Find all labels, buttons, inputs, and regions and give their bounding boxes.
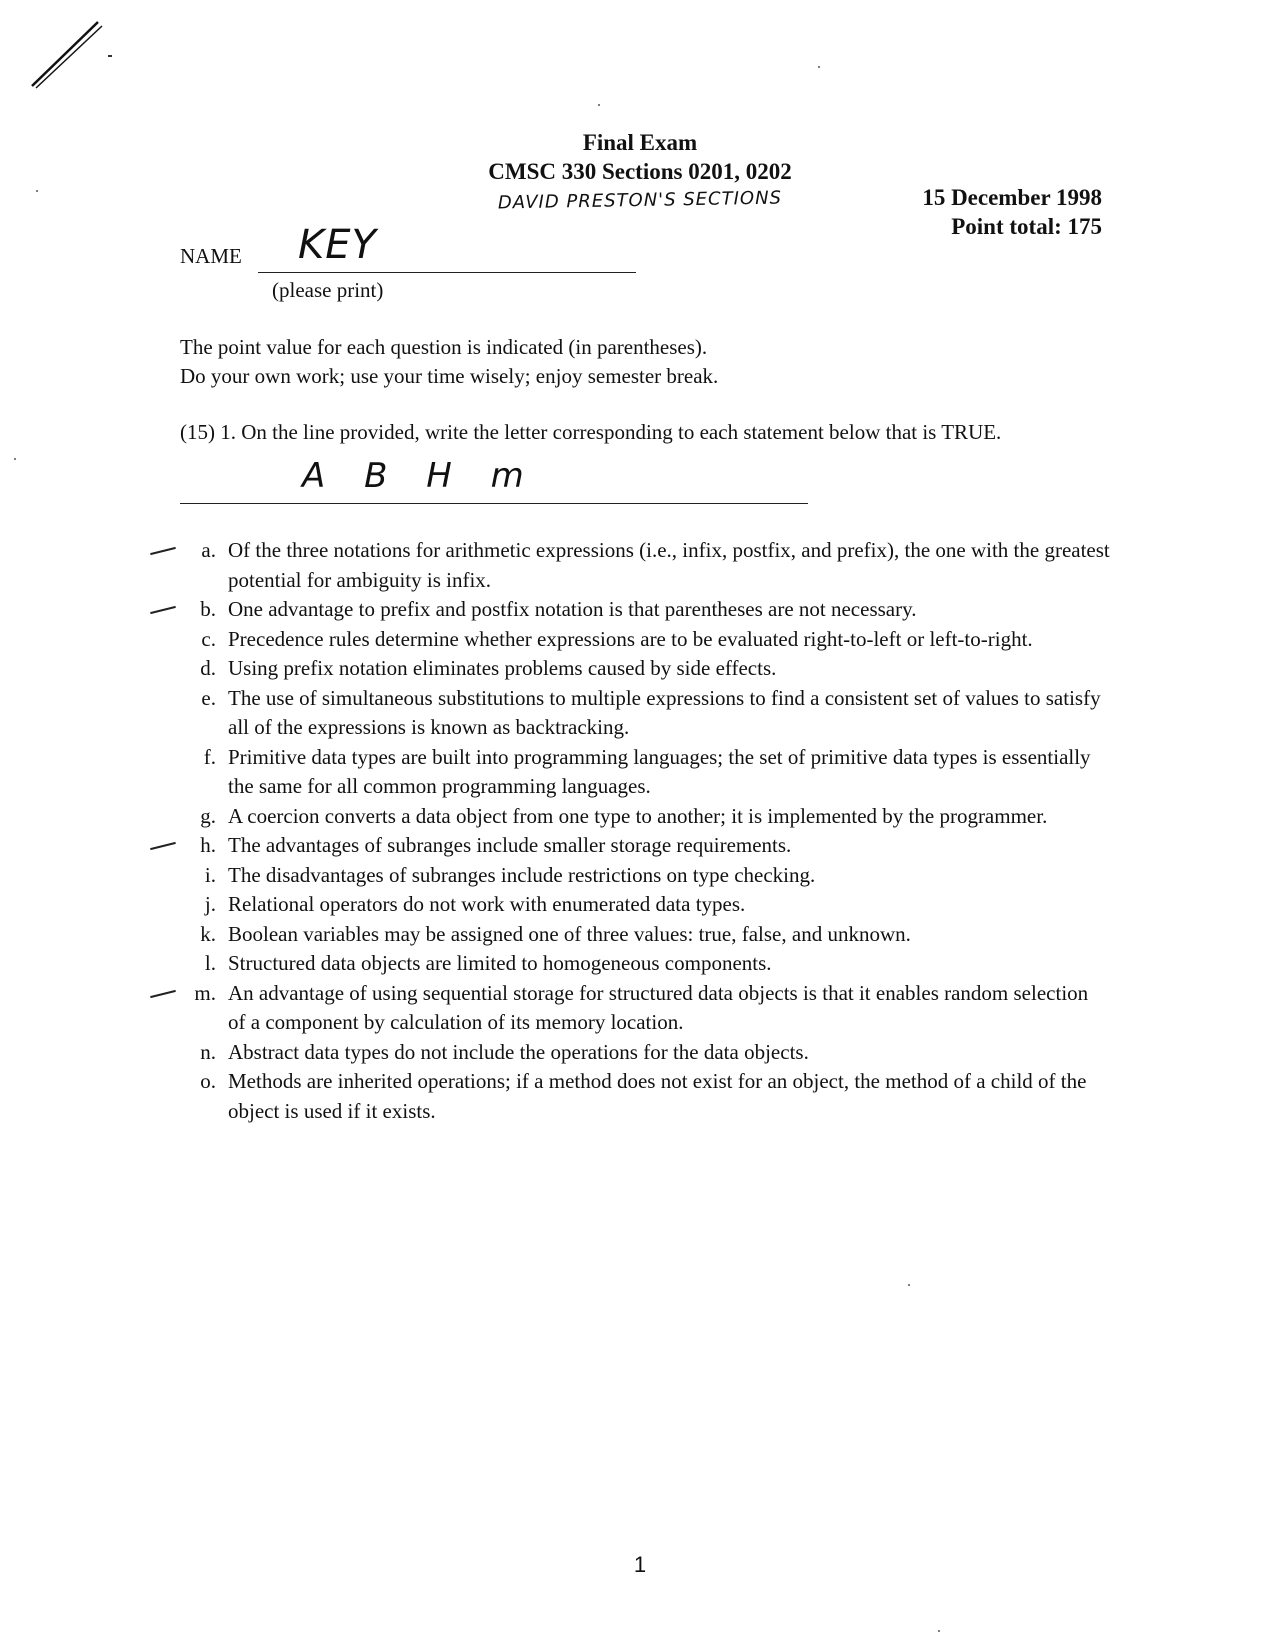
- statement-item: [150, 920, 1110, 950]
- statement-letter: e.: [201, 685, 216, 710]
- statement-text: An advantage of using sequential storage for structured data objects is that it enables random selection of a component by calculation of its memory location.: [228, 980, 1089, 1034]
- statement-letter: i.: [204, 862, 216, 887]
- statement-text: The advantages of subranges include smaller storage requirements.: [228, 833, 792, 857]
- statement-letter: m.: [194, 980, 216, 1005]
- statement-item: [150, 949, 1110, 979]
- statement-letter: j.: [204, 892, 216, 916]
- statement-item: [150, 979, 1110, 1038]
- page-number: 1: [633, 1552, 647, 1577]
- statement-text: Using prefix notation eliminates problems caused by side effects.: [228, 656, 777, 680]
- statement-item: [150, 536, 1110, 595]
- handwritten-section-note: DAVID PRESTON'S SECTIONS: [497, 187, 783, 214]
- instruction-line: Do your own work; use your time wisely; enjoy semester break.: [180, 364, 719, 388]
- statement-text: Boolean variables may be assigned one of three values: true, false, and unknown.: [228, 921, 911, 946]
- statement-item: [150, 595, 1110, 625]
- statement-text: Abstract data types do not include the operations for the data objects.: [228, 1039, 809, 1064]
- statement-text: Methods are inherited operations; if a method does not exist for an object, the method of a child of the object is used if it exists.: [228, 1069, 1087, 1123]
- exam-header: [420, 128, 860, 214]
- statement-text: Primitive data types are built into programming languages; the set of primitive data types is essentially the same for all common programming languages.: [228, 744, 1091, 798]
- statement-item: [150, 1067, 1110, 1126]
- statement-letter: f.: [203, 744, 216, 769]
- statement-letter: d.: [200, 656, 216, 680]
- check-tick-icon: [150, 547, 176, 555]
- statement-letter: l.: [204, 951, 216, 975]
- question-1-prompt: (15) 1. On the line provided, write the letter corresponding to each statement below that is TRUE.: [180, 420, 1002, 444]
- statement-item: [150, 743, 1110, 802]
- scan-speck: [598, 104, 600, 106]
- name-label: NAME: [180, 244, 242, 268]
- exam-date: 15 December 1998: [922, 185, 1102, 210]
- statement-text: Precedence rules determine whether expressions are to be evaluated right-to-left or left-to-right.: [228, 626, 1033, 651]
- statement-letter: g.: [200, 803, 216, 828]
- statement-letter: c.: [201, 626, 216, 651]
- statement-text: One advantage to prefix and postfix notation is that parentheses are not necessary.: [228, 597, 917, 621]
- statement-list: [150, 536, 1110, 1126]
- statement-item: [150, 654, 1110, 684]
- statement-text: The use of simultaneous substitutions to multiple expressions to find a consistent set of values to satisfy all of the expressions is known as backtracking.: [228, 685, 1101, 739]
- scan-speck: [908, 1284, 910, 1286]
- statement-letter: o.: [200, 1069, 216, 1093]
- scan-speck: [36, 190, 38, 192]
- exam-title: Final Exam: [582, 130, 698, 155]
- point-total: Point total: 175: [951, 214, 1102, 239]
- statement-item: [150, 861, 1110, 891]
- statement-letter: n.: [200, 1039, 216, 1064]
- question-1-answer: A B H m: [302, 456, 525, 496]
- statement-text: Relational operators do not work with enumerated data types.: [228, 892, 746, 916]
- statement-text: A coercion converts a data object from one type to another; it is implemented by the programmer.: [228, 803, 1048, 828]
- course-line: CMSC 330 Sections 0201, 0202: [488, 159, 792, 184]
- statement-item: [150, 802, 1110, 832]
- statement-text: Of the three notations for arithmetic expressions (i.e., infix, postfix, and prefix), the one with the greatest potential for ambiguity is infix.: [228, 538, 1110, 592]
- statement-letter: a.: [201, 538, 216, 562]
- instructions: [180, 333, 718, 391]
- name-line: [258, 272, 636, 273]
- statement-item: [150, 890, 1110, 920]
- statement-item: [150, 625, 1110, 655]
- check-tick-icon: [150, 606, 176, 614]
- check-tick-icon: [150, 989, 176, 997]
- statement-item: [150, 684, 1110, 743]
- scan-speck: [14, 458, 16, 460]
- statement-letter: k.: [200, 921, 216, 946]
- statement-text: Structured data objects are limited to homogeneous components.: [228, 951, 772, 975]
- statement-item: [150, 831, 1110, 861]
- exam-meta: [922, 183, 1102, 241]
- scan-speck: [818, 66, 820, 68]
- scan-speck: [938, 1630, 940, 1632]
- statement-letter: b.: [200, 597, 216, 621]
- statement-item: [150, 1038, 1110, 1068]
- pen-stroke-mark: [20, 18, 120, 98]
- name-value: KEY: [298, 222, 377, 268]
- print-hint: (please print): [272, 278, 384, 302]
- statement-text: The disadvantages of subranges include restrictions on type checking.: [228, 862, 816, 887]
- answer-line: [180, 503, 808, 504]
- statement-letter: h.: [200, 833, 216, 857]
- instruction-line: The point value for each question is indicated (in parentheses).: [180, 335, 708, 359]
- check-tick-icon: [150, 842, 176, 850]
